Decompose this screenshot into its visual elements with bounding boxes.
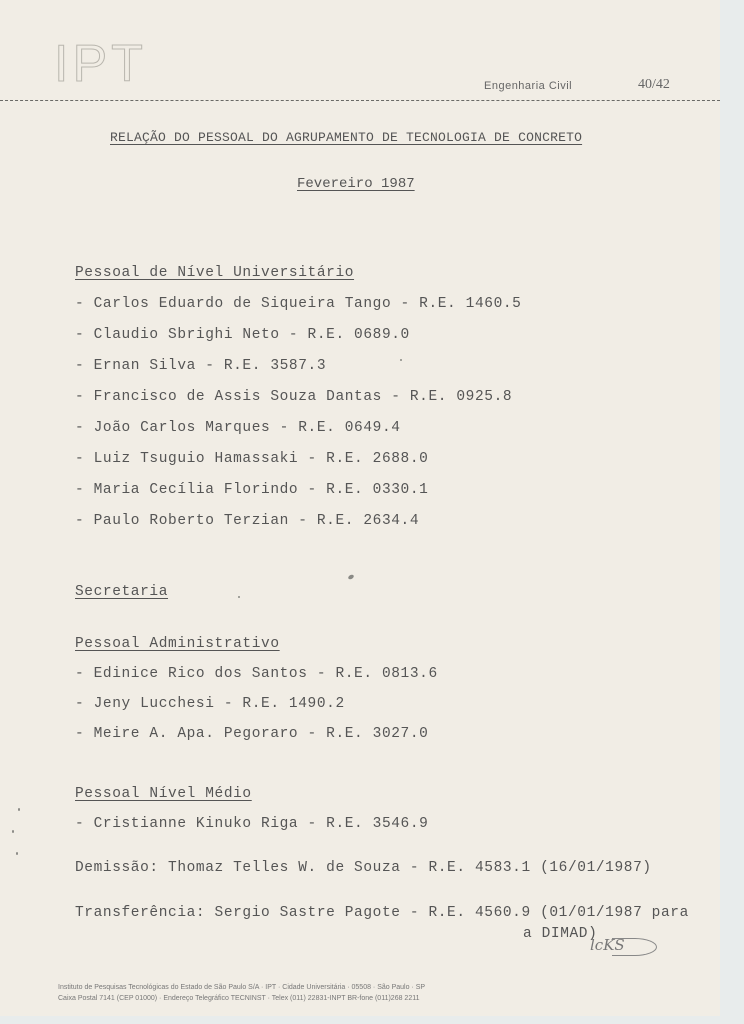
section-heading-administrative: Pessoal Administrativo — [75, 636, 280, 652]
list-item: - Ernan Silva - R.E. 3587.3 — [75, 358, 327, 374]
signature-stroke — [612, 938, 657, 956]
document-title: RELAÇÃO DO PESSOAL DO AGRUPAMENTO DE TECNOLOGIA DE CONCRETO — [110, 130, 583, 145]
scan-speck — [12, 830, 14, 833]
scan-speck — [18, 808, 20, 811]
ipt-logo: IPT — [54, 35, 147, 93]
footer-line-2: Caixa Postal 7141 (CEP 01000) · Endereço Telegráfico TECNINST · Telex (011) 22831-INPT BR-fone (011)268 2211 — [58, 995, 420, 1002]
list-item: - Edinice Rico dos Santos - R.E. 0813.6 — [75, 666, 438, 682]
list-item: - João Carlos Marques - R.E. 0649.4 — [75, 420, 401, 436]
list-item: - Jeny Lucchesi - R.E. 1490.2 — [75, 696, 345, 712]
scan-speck — [347, 574, 354, 580]
list-item: - Francisco de Assis Souza Dantas - R.E. 0925.8 — [75, 389, 513, 405]
dismissal-note: Demissão: Thomaz Telles W. de Souza - R.E. 4583.1 (16/01/1987) — [75, 860, 652, 876]
scan-speck — [238, 596, 240, 598]
list-item: - Meire A. Apa. Pegoraro - R.E. 3027.0 — [75, 726, 429, 742]
section-heading-secretaria: Secretaria — [75, 584, 169, 600]
footer-address — [58, 982, 425, 1004]
list-item: - Paulo Roberto Terzian - R.E. 2634.4 — [75, 513, 420, 529]
header-divider — [0, 100, 720, 101]
list-item: - Carlos Eduardo de Siqueira Tango - R.E. 1460.5 — [75, 296, 522, 312]
footer-line-1: Instituto de Pesquisas Tecnológicas do Estado de São Paulo S/A · IPT · Cidade Universitária · 05508 · São Paulo · SP — [58, 984, 426, 991]
document-date: Fevereiro 1987 — [297, 176, 415, 192]
transfer-note-continuation: a DIMAD) — [523, 926, 598, 942]
list-item: - Claudio Sbrighi Neto - R.E. 0689.0 — [75, 327, 410, 343]
section-heading-mid-level: Pessoal Nível Médio — [75, 786, 252, 802]
list-item: - Cristianne Kinuko Riga - R.E. 3546.9 — [75, 816, 429, 832]
scan-speck — [400, 359, 402, 361]
scan-speck — [16, 852, 18, 855]
section-heading-university: Pessoal de Nível Universitário — [75, 265, 355, 281]
list-item: - Maria Cecília Florindo - R.E. 0330.1 — [75, 482, 429, 498]
page-number: 40/42 — [638, 77, 670, 92]
list-item: - Luiz Tsuguio Hamassaki - R.E. 2688.0 — [75, 451, 429, 467]
handwritten-initials: lcKS — [590, 936, 625, 954]
transfer-note: Transferência: Sergio Sastre Pagote - R.E. 4560.9 (01/01/1987 para — [75, 905, 689, 921]
department-label: Engenharia Civil — [484, 80, 573, 92]
